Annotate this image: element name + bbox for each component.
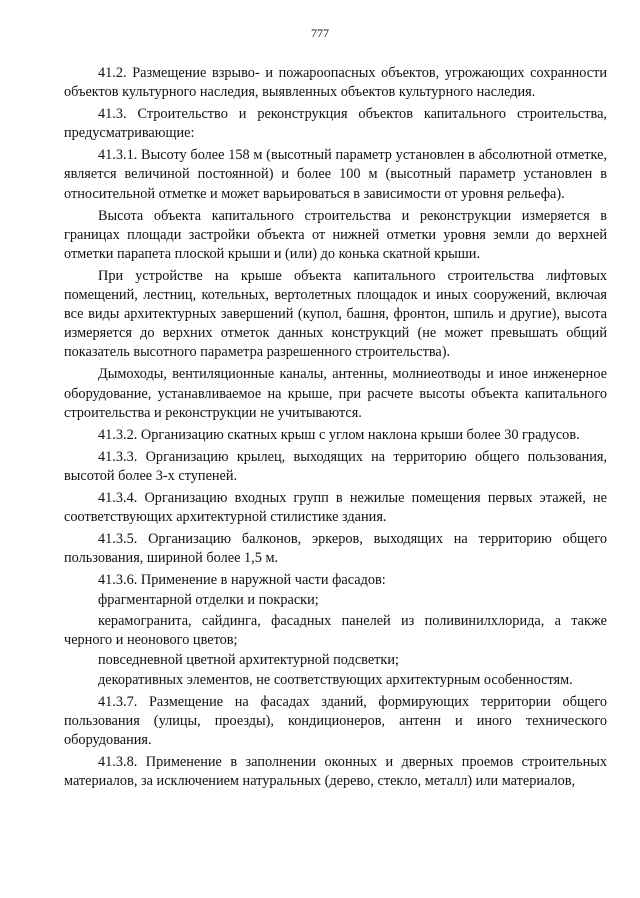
document-body: [64, 64, 607, 794]
paragraph-roof-equipment: Дымоходы, вентиляционные каналы, антенны, молниеотводы и иное инженерное оборудование, устанавливаемое на крыше, при расчете высоты объекта капитального строительства и реконструкции не учитываются.: [64, 366, 607, 421]
paragraph-41-3-6: 41.3.6. Применение в наружной части фасадов:: [98, 572, 386, 589]
list-item-fragmentary-finish: фрагментарной отделки и покраски;: [98, 592, 319, 609]
paragraph-41-3-4: 41.3.4. Организацию входных групп в нежилые помещения первых этажей, не соответствующих архитектурной стилистике здания.: [64, 489, 607, 526]
paragraph-height-measurement: Высота объекта капитального строительства и реконструкции измеряется в границах площади застройки объекта от нижней отметки уровня земли до верхней отметки парапета плоской крыши и (или) до конька скатной крыши.: [64, 207, 607, 262]
paragraph-41-2: 41.2. Размещение взрыво- и пожароопасных объектов, угрожающих сохранности объектов культурного наследия, выявленных объектов культурного наследия.: [64, 65, 607, 101]
paragraph-41-3-8: 41.3.8. Применение в заполнении оконных и дверных проемов строительных материалов, за исключением натуральных (дерево, стекло, металл) или материалов,: [64, 754, 607, 790]
list-item-decorative-elements: декоративных элементов, не соответствующих архитектурным особенностям.: [98, 671, 573, 688]
list-item-color-lighting: повседневной цветной архитектурной подсветки;: [98, 651, 399, 668]
paragraph-roof-structures: При устройстве на крыше объекта капитального строительства лифтовых помещений, лестниц, котельных, вертолетных площадок и иных сооружений, включая все виды архитектурных завершений (купол, башня, фронтон, шпиль и другие), высота измеряется до верхних отметок данных конструкций (не может превышать общий показатель высотного параметра разрешенного строительства).: [64, 267, 607, 361]
paragraph-41-3: 41.3. Строительство и реконструкция объектов капитального строительства, предусматривающие:: [64, 106, 607, 142]
paragraph-41-3-2: 41.3.2. Организацию скатных крыш с углом наклона крыши более 30 градусов.: [98, 426, 580, 443]
paragraph-41-3-7: 41.3.7. Размещение на фасадах зданий, формирующих территории общего пользования (улицы, проезды), кондиционеров, антенн и иного технического оборудования.: [64, 693, 607, 749]
paragraph-41-3-5: 41.3.5. Организацию балконов, эркеров, выходящих на территорию общего пользования, шириной более 1,5 м.: [64, 531, 607, 567]
page-number: 777: [311, 26, 329, 40]
list-item-porcelain-siding: керамогранита, сайдинга, фасадных панелей из поливинилхлорида, а также черного и неонового цветов;: [64, 612, 607, 648]
paragraph-41-3-3: 41.3.3. Организацию крылец, выходящих на территорию общего пользования, высотой более 3-х ступеней.: [64, 448, 607, 484]
paragraph-41-3-1: 41.3.1. Высоту более 158 м (высотный параметр установлен в абсолютной отметке, является величиной постоянной) и более 100 м (высотный параметр установлен в относительной отметке и может варьироваться в зависимости от уровня рельефа).: [64, 147, 607, 202]
